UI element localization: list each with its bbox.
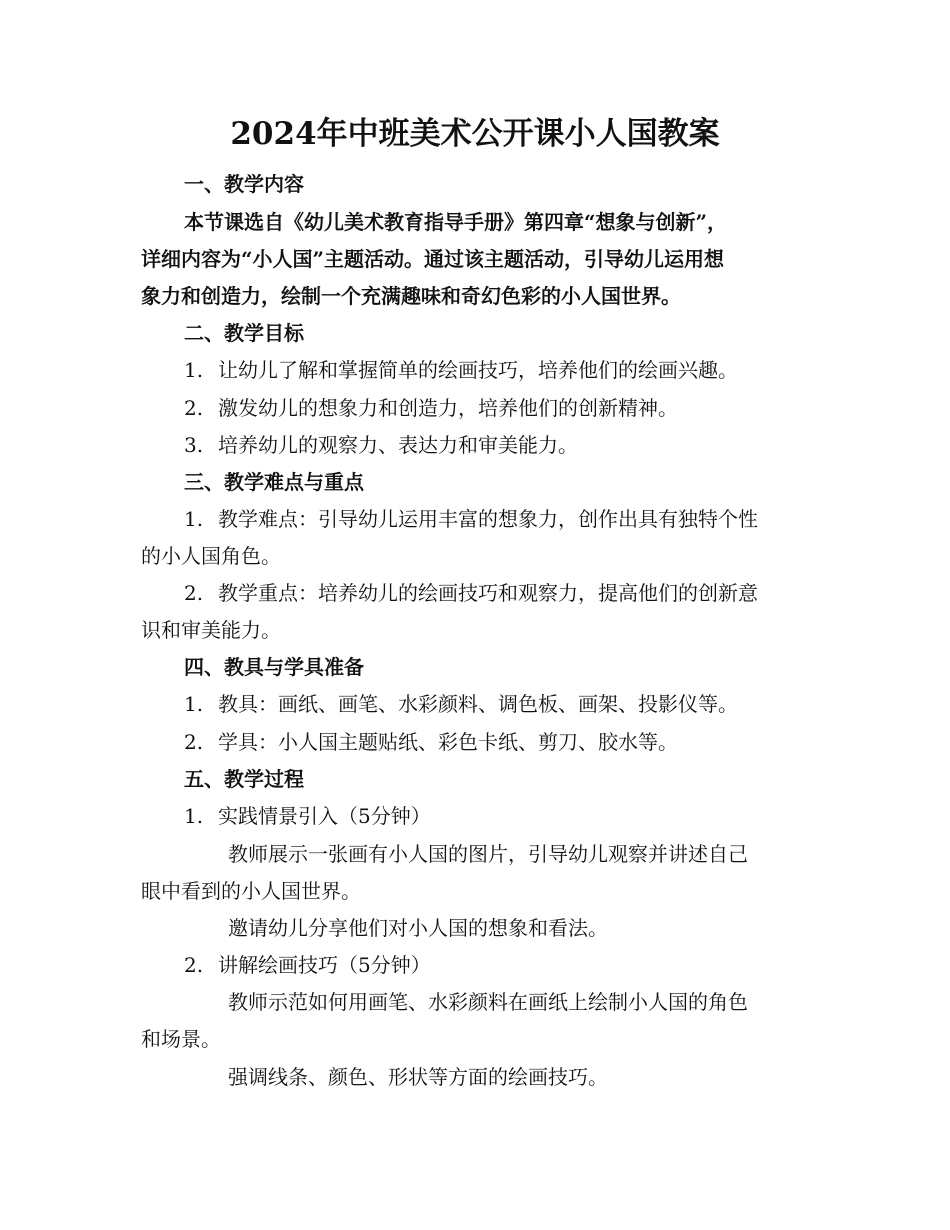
list-item [0, 431, 950, 459]
list-text-continued: 识和审美能力。 [141, 618, 281, 642]
section-heading-process: 五、教学过程 [184, 767, 304, 791]
list-item [0, 394, 950, 422]
list-text: 培养幼儿的观察力、表达力和审美能力。 [218, 433, 578, 457]
paragraph-line: 强调线条、颜色、形状等方面的绘画技巧。 [228, 1065, 608, 1089]
section-heading-materials: 四、教具与学具准备 [184, 655, 364, 679]
paragraph-line: 本节课选自《幼儿美术教育指导手册》第四章“想象与创新”， [184, 210, 728, 234]
step-title: 讲解绘画技巧（5分钟） [218, 953, 431, 977]
list-text: 激发幼儿的想象力和创造力，培养他们的创新精神。 [218, 396, 678, 420]
list-number: 1. [184, 358, 204, 382]
list-text: 教学难点：引导幼儿运用丰富的想象力，创作出具有独特个性 [218, 507, 758, 531]
paragraph-line: 详细内容为“小人国”主题活动。通过该主题活动，引导幼儿运用想 [141, 247, 725, 271]
page-title: 2024年中班美术公开课小人国教案 [230, 116, 720, 152]
paragraph-line: 教师示范如何用画笔、水彩颜料在画纸上绘制小人国的角色 [228, 990, 748, 1014]
list-item [0, 356, 950, 384]
list-number: 1. [184, 692, 204, 716]
list-number: 2. [184, 730, 204, 754]
section-heading-difficulties: 三、教学难点与重点 [184, 470, 364, 494]
paragraph-line: 象力和创造力，绘制一个充满趣味和奇幻色彩的小人国世界。 [141, 284, 681, 308]
list-item [0, 505, 950, 533]
list-text: 教具：画纸、画笔、水彩颜料、调色板、画架、投影仪等。 [218, 692, 738, 716]
paragraph-line: 邀请幼儿分享他们对小人国的想象和看法。 [228, 916, 608, 940]
list-text: 学具：小人国主题贴纸、彩色卡纸、剪刀、胶水等。 [218, 730, 678, 754]
list-text-continued: 的小人国角色。 [141, 544, 281, 568]
list-number: 2. [184, 396, 204, 420]
list-item [0, 579, 950, 607]
list-text: 让幼儿了解和掌握简单的绘画技巧，培养他们的绘画兴趣。 [218, 358, 738, 382]
paragraph-line: 和场景。 [141, 1027, 221, 1051]
list-number: 2. [184, 953, 204, 977]
list-number: 2. [184, 581, 204, 605]
list-item [0, 690, 950, 718]
paragraph-line: 眼中看到的小人国世界。 [141, 879, 361, 903]
list-number: 3. [184, 433, 204, 457]
step-title: 实践情景引入（5分钟） [218, 804, 431, 828]
list-text: 教学重点：培养幼儿的绘画技巧和观察力，提高他们的创新意 [218, 581, 758, 605]
section-heading-content: 一、教学内容 [184, 172, 304, 196]
list-number: 1. [184, 804, 204, 828]
list-item [0, 728, 950, 756]
list-item [0, 951, 950, 979]
section-heading-goals: 二、教学目标 [184, 321, 304, 345]
list-number: 1. [184, 507, 204, 531]
paragraph-line: 教师展示一张画有小人国的图片，引导幼儿观察并讲述自己 [228, 842, 748, 866]
list-item [0, 802, 950, 830]
